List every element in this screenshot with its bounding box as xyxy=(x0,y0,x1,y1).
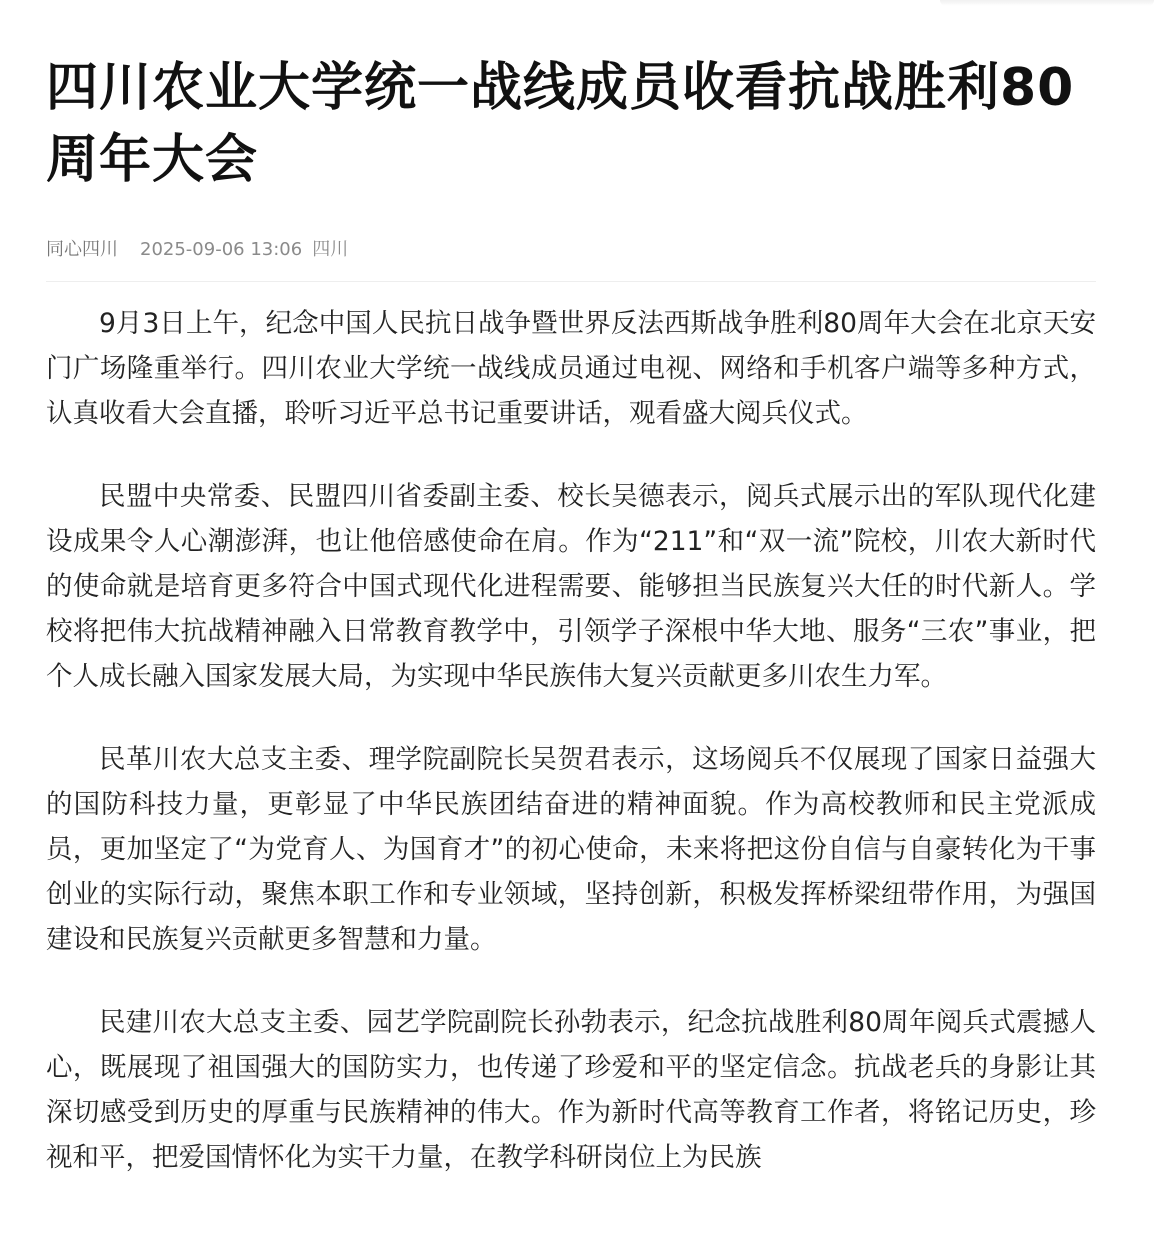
article-location: 四川 xyxy=(312,239,349,260)
top-bar-shadow xyxy=(940,0,1154,6)
article-title: 四川农业大学统一战线成员收看抗战胜利80周年大会 xyxy=(46,58,1075,190)
article-meta xyxy=(46,238,1096,262)
article-paragraph: 民盟中央常委、民盟四川省委副主委、校长吴德表示，阅兵式展示出的军队现代化建设成果令人心潮澎湃，也让他倍感使命在肩。作为“211”和“双一流”院校，川农大新时代的使命就是培育更多符合中国式现代化进程需要、能够担当民族复兴大任的时代新人。学校将把伟大抗战精神融入日常教育教学中，引领学子深根中华大地、服务“三农”事业，把个人成长融入国家发展大局，为实现中华民族伟大复兴贡献更多川农生力军。 xyxy=(46,481,1096,692)
article-paragraph: 民建川农大总支主委、园艺学院副院长孙勃表示，纪念抗战胜利80周年阅兵式震撼人心，既展现了祖国强大的国防实力，也传递了珍爱和平的坚定信念。抗战老兵的身影让其深切感受到历史的厚重与民族精神的伟大。作为新时代高等教育工作者，将铭记历史，珍视和平，把爱国情怀化为实干力量，在教学科研岗位上为民族 xyxy=(46,1007,1096,1173)
article-paragraph: 民革川农大总支主委、理学院副院长吴贺君表示，这场阅兵不仅展现了国家日益强大的国防科技力量，更彰显了中华民族团结奋进的精神面貌。作为高校教师和民主党派成员，更加坚定了“为党育人、为国育才”的初心使命，未来将把这份自信与自豪转化为干事创业的实际行动，聚焦本职工作和专业领域，坚持创新，积极发挥桥梁纽带作用，为强国建设和民族复兴贡献更多智慧和力量。 xyxy=(46,744,1096,955)
article-paragraph: 9月3日上午，纪念中国人民抗日战争暨世界反法西斯战争胜利80周年大会在北京天安门广场隆重举行。四川农业大学统一战线成员通过电视、网络和手机客户端等多种方式，认真收看大会直播，聆听习近平总书记重要讲话，观看盛大阅兵仪式。 xyxy=(46,308,1096,429)
article-content xyxy=(46,301,1096,1180)
meta-divider xyxy=(46,281,1096,282)
article-datetime: 2025-09-06 13:06 xyxy=(140,239,303,260)
article xyxy=(46,52,1096,1218)
article-source[interactable]: 同心四川 xyxy=(46,239,118,260)
